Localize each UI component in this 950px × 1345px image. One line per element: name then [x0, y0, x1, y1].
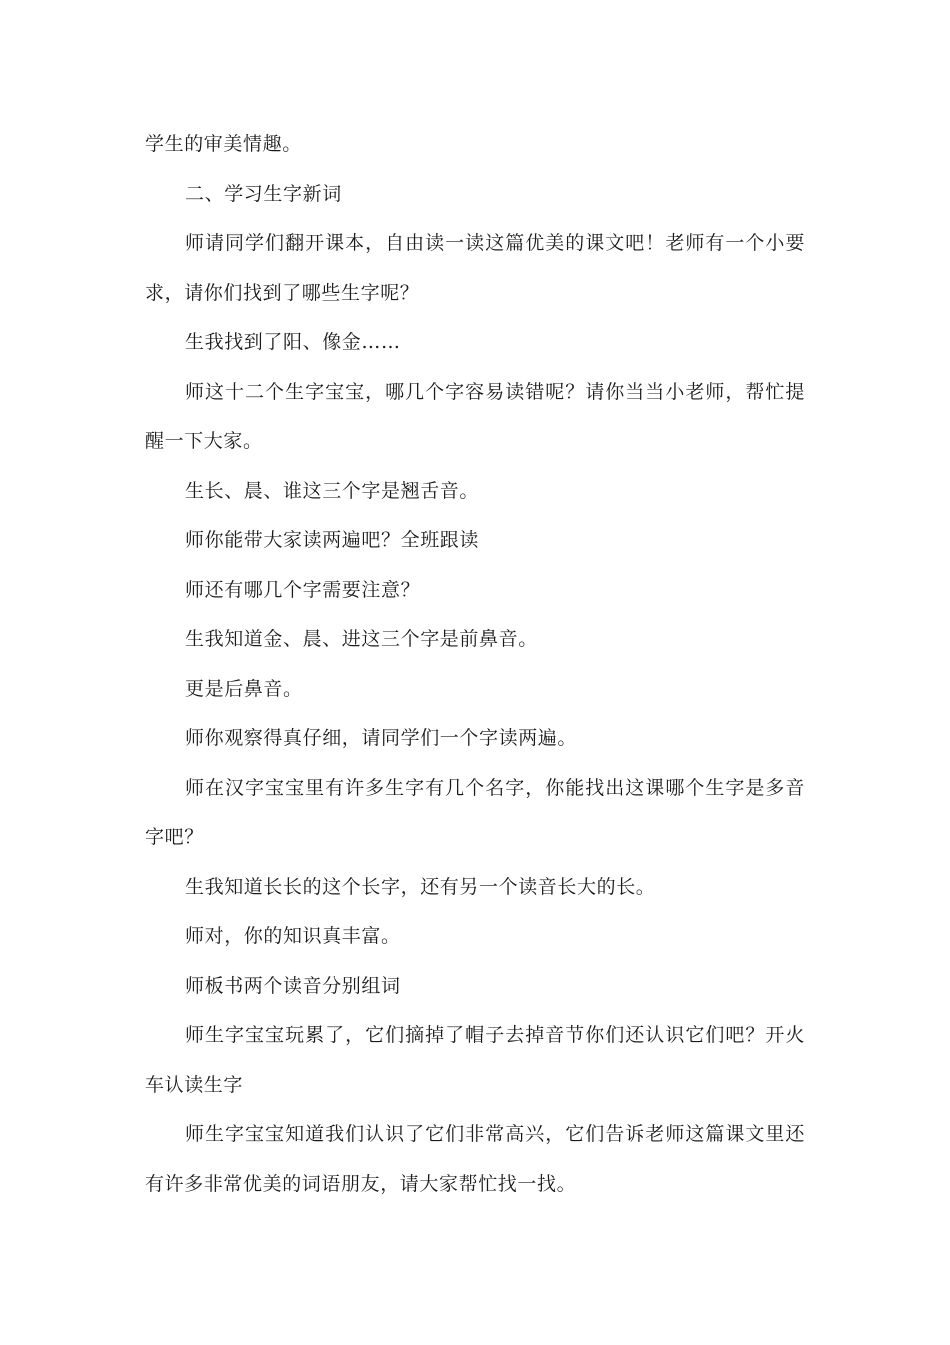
- paragraph: 学生的审美情趣。: [145, 133, 302, 155]
- paragraph: 生我知道金、晨、进这三个字是前鼻音。: [185, 628, 538, 650]
- paragraph: 师还有哪几个字需要注意？: [185, 578, 421, 601]
- paragraph: 师你观察得真仔细，请同学们一个字读两遍。: [185, 727, 578, 749]
- paragraph: 生我知道长长的这个长字，还有另一个读音长大的长。: [185, 875, 656, 898]
- paragraph: 师生字宝宝知道我们认识了它们非常高兴，它们告诉老师这篇课文里还有许多非常优美的词语朋友，请大家帮忙找一找。: [145, 1123, 805, 1195]
- paragraph: 更是后鼻音。: [185, 677, 303, 700]
- paragraph: 生长、晨、谁这三个字是翘舌音。: [185, 479, 480, 502]
- paragraph: 师对，你的知识真丰富。: [185, 925, 401, 947]
- paragraph: 生我找到了阳、像金……: [185, 331, 401, 353]
- paragraph: 师这十二个生字宝宝，哪几个字容易读错呢？请你当当小老师，帮忙提醒一下大家。: [145, 380, 805, 452]
- paragraph: 师生字宝宝玩累了，它们摘掉了帽子去掉音节你们还认识它们吧？开火车认读生字: [145, 1024, 805, 1096]
- paragraph: 师板书两个读音分别组词: [185, 974, 401, 997]
- paragraph: 师你能带大家读两遍吧？全班跟读: [185, 529, 480, 551]
- document-body: [145, 120, 805, 1209]
- paragraph: 师请同学们翻开课本，自由读一读这篇优美的课文吧！老师有一个小要求，请你们找到了哪些生字呢？: [145, 232, 805, 304]
- section-heading: 二、学习生字新词: [185, 182, 342, 205]
- paragraph: 师在汉字宝宝里有许多生字有几个名字，你能找出这课哪个生字是多音字吧？: [145, 776, 805, 848]
